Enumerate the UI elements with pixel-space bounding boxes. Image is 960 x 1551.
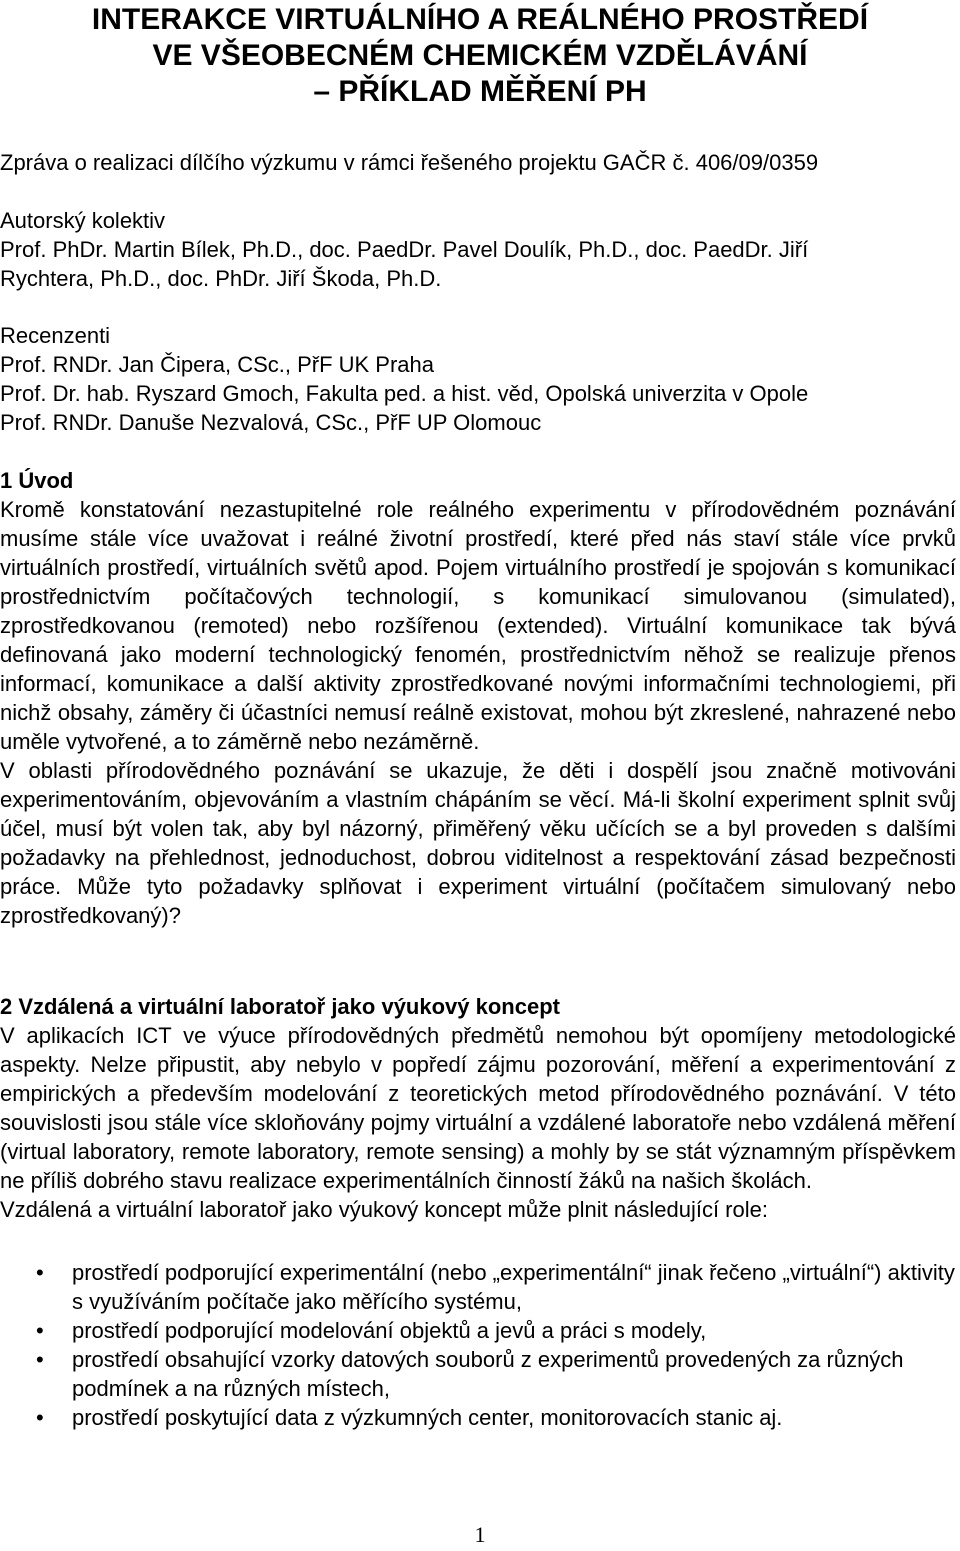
authors-line-2: Rychtera, Ph.D., doc. PhDr. Jiří Škoda, Ph.D. <box>0 266 442 291</box>
report-line: Zpráva o realizaci dílčího výzkumu v rámci řešeného projektu GAČR č. 406/09/0359 <box>0 150 819 175</box>
section-2-paragraph-1: V aplikacích ICT ve výuce přírodovědných předmětů nemohou být opomíjeny metodologické aspekty. Nelze připustit, aby nebylo v popředí zájmu pozorování, měření a experimentování z empirických a především modelování z teoretických metod přírodovědného poznávání. V této souvislosti jsou stále více skloňovány pojmy virtuální a vzdálené laboratoře nebo vzdálená měření (virtual laboratory, remote laboratory, remote sensing) a mohly by se stát významným příspěvkem ne příliš dobrého stavu realizace experimentálních činností žáků na našich školách. <box>0 1023 956 1193</box>
bullet-icon: • <box>36 1347 44 1372</box>
reviewer-3: Prof. RNDr. Danuše Nezvalová, CSc., PřF UP Olomouc <box>0 410 542 435</box>
section-2 <box>0 992 956 1224</box>
section-1-paragraph-2: V oblasti přírodovědného poznávání se ukazuje, že děti i dospělí jsou značně motivováni experimentováním, objevováním a vlastním chápáním se věcí. Má-li školní experiment splnit svůj účel, musí být volen tak, aby byl názorný, přiměřený věku učících se a byl proveden s dalšími požadavky na přehlednost, jednoduchost, dobrou viditelnost a respektování zásad bezpečnosti práce. Může tyto požadavky splňovat i experiment virtuální (počítačem simulovaný nebo zprostředkovaný)? <box>0 758 956 928</box>
section-1-paragraph-1: Kromě konstatování nezastupitelné role reálného experimentu v přírodovědném poznávání musíme stále více uvažovat i reálné životní prostředí, které před nás staví stále více prvků virtuálních prostředí, virtuálních světů apod. Pojem virtuálního prostředí je spojován s komunikací prostřednictvím počítačových technologií, s komunikací simulovanou (simulated), zprostředkovanou (remoted) nebo rozšířenou (extended). Virtuální komunikace tak bývá definovaná jako moderní technologický fenomén, prostřednictvím něhož se realizuje přenos informací, komunikace a další aktivity zprostředkované novými informačními technologiemi, při nichž obsahy, záměry či účastníci nemusí reálně existovat, mohou být zkreslené, nahrazené nebo uměle vytvořené, a to záměrně nebo nezáměrně. <box>0 497 956 754</box>
roles-list <box>0 1258 956 1432</box>
list-item: • prostředí podporující experimentální (nebo „experimentální“ jinak řečeno „virtuální“) aktivity s využíváním počítače jako měřícího systému, <box>36 1260 955 1314</box>
list-item: • prostředí obsahující vzorky datových souborů z experimentů provedených za různých podmínek a na různých místech, <box>36 1347 904 1401</box>
section-1-heading: 1 Úvod <box>0 468 74 493</box>
document-title <box>0 2 960 110</box>
title-line-2: VE VŠEOBECNÉM CHEMICKÉM VZDĚLÁVÁNÍ <box>152 39 808 72</box>
page-number: 1 <box>474 1522 486 1547</box>
list-item: • prostředí poskytující data z výzkumných center, monitorovacích stanic aj. <box>36 1405 783 1430</box>
section-2-paragraph-2: Vzdálená a virtuální laboratoř jako výukový koncept může plnit následující role: <box>0 1197 768 1222</box>
authors-label: Autorský kolektiv <box>0 208 166 233</box>
bullet-icon: • <box>36 1405 44 1430</box>
section-2-heading: 2 Vzdálená a virtuální laboratoř jako výukový koncept <box>0 994 560 1019</box>
list-item: • prostředí podporující modelování objektů a jevů a práci s modely, <box>36 1318 707 1343</box>
bullet-icon: • <box>36 1260 44 1285</box>
title-line-3: – PŘÍKLAD MĚŘENÍ PH <box>313 75 647 108</box>
section-1 <box>0 466 956 930</box>
reviewer-2: Prof. Dr. hab. Ryszard Gmoch, Fakulta ped. a hist. věd, Opolská univerzita v Opole <box>0 381 809 406</box>
reviewer-1: Prof. RNDr. Jan Čipera, CSc., PřF UK Praha <box>0 352 435 377</box>
title-line-1: INTERAKCE VIRTUÁLNÍHO A REÁLNÉHO PROSTŘEDÍ <box>91 3 869 36</box>
bullet-icon: • <box>36 1318 44 1343</box>
authors-line-1: Prof. PhDr. Martin Bílek, Ph.D., doc. PaedDr. Pavel Doulík, Ph.D., doc. PaedDr. Jiří <box>0 237 809 262</box>
reviewers-label: Recenzenti <box>0 323 111 348</box>
